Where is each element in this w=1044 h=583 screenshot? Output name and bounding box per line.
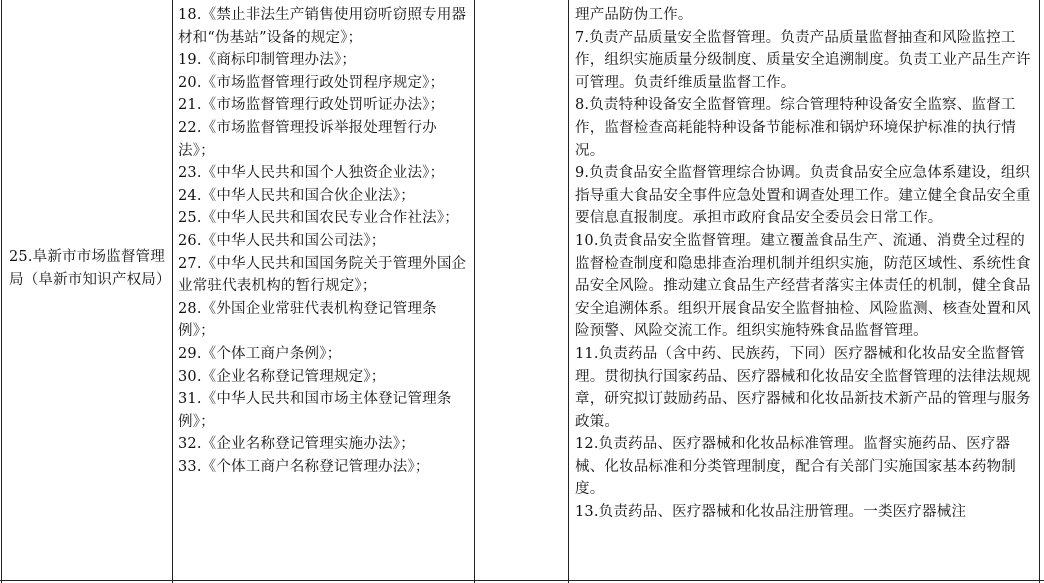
duty-item: 理产品防伪工作。 — [575, 7, 693, 23]
duty-item: 8.负责特种设备安全监督管理。综合管理特种设备安全监察、监督工作，监督检查高耗能特种设备节能标准和锅炉环境保护标准的执行情况。 — [575, 97, 1016, 159]
law-item: 21.《市场监督管理行政处罚听证办法》； — [178, 97, 445, 114]
law-item: 28.《外国企业常驻代表机构登记管理条例》； — [178, 300, 437, 340]
duty-item: 12.负责药品、医疗器械和化妆品标准管理。监督实施药品、医疗器械、化妆品标准和分类管理制度，配合有关部门实施国家基本药物制度。 — [575, 436, 1016, 498]
law-item: 27.《中华人民共和国国务院关于管理外国企业常驻代表机构的暂行规定》； — [178, 255, 467, 295]
law-item: 22.《市场监督管理投诉举报处理暂行办法》； — [178, 119, 437, 159]
law-item: 33.《个体工商户名称登记管理办法》； — [178, 458, 430, 475]
law-item: 23.《中华人民共和国个人独资企业法》； — [178, 165, 445, 182]
duty-item: 11.负责药品（含中药、民族药，下同）医疗器械和化妆品安全监督管理。贯彻执行国家药品、医疗器械和化妆品安全监督管理的法律法规规章，研究拟订鼓励药品、医疗器械和化妆品新技术新产品的管理与服务政策。 — [575, 345, 1031, 430]
law-item: 20.《市场监督管理行政处罚程序规定》； — [178, 74, 445, 91]
table-border-left — [1, 0, 2, 583]
duty-item: 13.负责药品、医疗器械和化妆品注册管理。一类医疗器械注 — [575, 504, 967, 521]
law-item: 26.《中华人民共和国公司法》； — [178, 232, 386, 249]
law-item: 31.《中华人民共和国市场主体登记管理条例》； — [178, 391, 452, 430]
duty-item: 9.负责食品安全监督管理综合协调。负责食品安全应急体系建设，组织指导重大食品安全事件应急处置和调查处理工作。建立健全食品安全重要信息直报制度。承担市政府食品安全委员会日常工作。 — [575, 165, 1031, 227]
table-border-col1 — [172, 0, 173, 583]
duty-item: 7.负责产品质量安全监督管理。负责产品质量监督抽查和风险监控工作，组织实施质量分级制度、质量安全追溯制度。负责工业产品生产许可管理。负责纤维质量监督工作。 — [575, 29, 1031, 91]
table-border-right — [1039, 0, 1040, 583]
duty-item: 10.负责食品安全监督管理。建立覆盖食品生产、流通、消费全过程的监督检查制度和隐患排查治理机制并组织实施，防范区域性、系统性食品安全风险。推动建立食品生产经营者落实主体责任的机制，健全食品安全追溯体系。组织开展食品安全监督抽检、风险监测、核查处置和风险预警、风险交流工作。组织实施特殊食品监督管理。 — [575, 232, 1031, 340]
law-item: 30.《企业名称登记管理规定》； — [178, 368, 386, 385]
table-border-col3 — [568, 0, 569, 583]
law-item: 29.《个体工商户条例》； — [178, 345, 342, 362]
law-item: 24.《中华人民共和国合伙企业法》； — [178, 187, 415, 204]
table-border-col2 — [474, 0, 475, 583]
duties-list — [575, 4, 1035, 524]
law-item: 25.《中华人民共和国农民专业合作社法》； — [178, 210, 460, 227]
table-border-bottom — [0, 580, 1044, 581]
agency-cell: 25.阜新市市场监督管理局（阜新市知识产权局） — [9, 249, 171, 288]
law-item: 18.《禁止非法生产销售使用窃听窃照专用器材和“伪基站”设备的规定》； — [178, 7, 467, 46]
law-item: 32.《企业名称登记管理实施办法》； — [178, 436, 415, 453]
laws-list — [178, 4, 468, 478]
law-item: 19.《商标印制管理办法》； — [178, 52, 357, 69]
